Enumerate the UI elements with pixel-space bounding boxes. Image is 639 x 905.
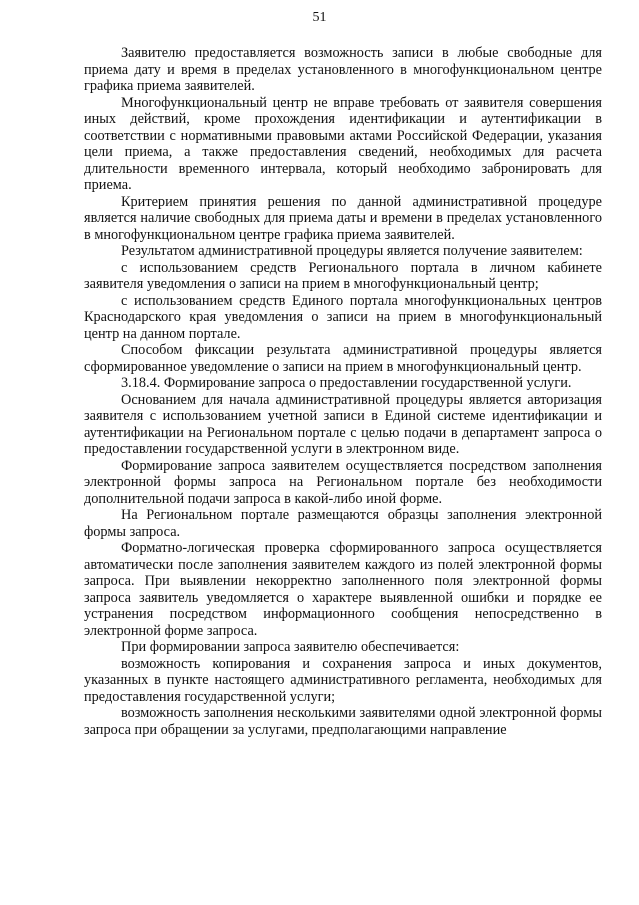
- paragraph-copy-save: возможность копирования и сохранения запроса и иных документов, указанных в пункте настоящего административного регламента, необходимых для предоставления государственной услуги;: [84, 655, 602, 705]
- paragraph-decision-criterion: Критерием принятия решения по данной административной процедуре является наличие свободных для приема даты и времени в пределах установленного в многофункциональном центре графика приема заявителей.: [84, 193, 602, 243]
- paragraph-request-forming: Формирование запроса заявителем осуществляется посредством заполнения электронной формы запроса на Региональном портале без необходимости дополнительной подачи запроса в какой-либо иной форме.: [84, 457, 602, 507]
- paragraph-multiple-applicants: возможность заполнения несколькими заявителями одной электронной формы запроса при обращении за услугами, предполагающими направление: [84, 705, 602, 738]
- page-body: [84, 45, 602, 738]
- paragraph-appointment-option: Заявителю предоставляется возможность записи в любые свободные для приема дату и время в пределах установленного в многофункциональном центре графика приема заявителей.: [84, 45, 602, 94]
- paragraph-result-recording: Способом фиксации результата административной процедуры является сформированное уведомление о записи на прием в многофункциональный центр.: [84, 342, 602, 375]
- paragraph-format-check: Форматно-логическая проверка сформированного запроса осуществляется автоматически после заполнения заявителем каждого из полей электронной формы запроса. При выявлении некорректно заполненного поля электронной формы запроса заявитель уведомляется о характере выявленной ошибки и порядке ее устранения посредством информационного сообщения непосредственно в электронной форме запроса.: [84, 540, 602, 639]
- paragraph-mfc-restrictions: Многофункциональный центр не вправе требовать от заявителя совершения иных действий, кроме прохождения идентификации и аутентификации в соответствии с нормативными правовыми актами Российской Федерации, указания цели приема, а также предоставления сведений, необходимых для расчета длительности временного интервала, который необходимо забронировать для приема.: [84, 94, 602, 193]
- paragraph-form-samples: На Региональном портале размещаются образцы заполнения электронной формы запроса.: [84, 507, 602, 540]
- paragraph-result-regional-portal: с использованием средств Регионального портала в личном кабинете заявителя уведомления о записи на прием в многофункциональный центр;: [84, 259, 602, 292]
- paragraph-procedure-result: Результатом административной процедуры является получение заявителем:: [121, 243, 583, 259]
- paragraph-provided-features: При формировании запроса заявителю обеспечивается:: [121, 639, 460, 655]
- paragraph-result-unified-portal: с использованием средств Единого портала многофункциональных центров Краснодарского края уведомления о записи на прием в многофункциональный центр на данном портале.: [84, 292, 602, 342]
- section-heading-3-18-4: 3.18.4. Формирование запроса о предоставлении государственной услуги.: [121, 375, 572, 391]
- paragraph-procedure-basis: Основанием для начала административной процедуры является авторизация заявителя с использованием учетной записи в Единой системе идентификации и аутентификации на Региональном портале с целью подачи в департамент запроса о предоставлении государственной услуги в электронном виде.: [84, 391, 602, 457]
- page-number: 51: [312, 10, 327, 25]
